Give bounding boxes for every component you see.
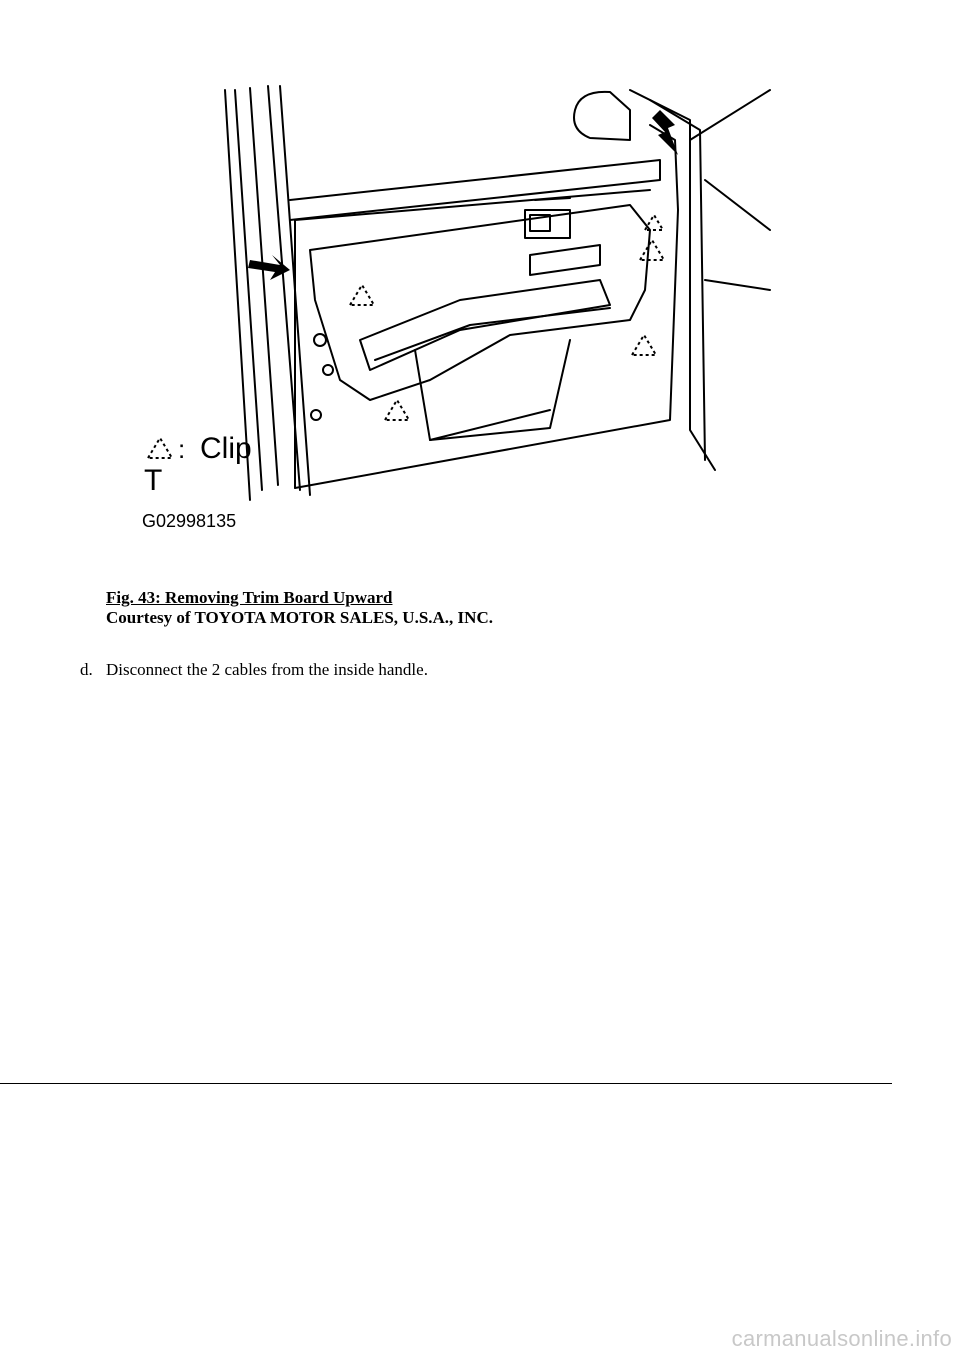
arrow-markers (248, 110, 678, 280)
door-frame-line (235, 90, 262, 490)
arrow-icon (652, 110, 678, 155)
door-trim-illustration (130, 80, 780, 540)
figure-caption-credit: Courtesy of TOYOTA MOTOR SALES, U.S.A., INC. (106, 608, 493, 627)
clip-markers (350, 215, 664, 420)
clip-marker-icon (640, 240, 664, 260)
figure-caption (106, 588, 493, 628)
page-divider (0, 1083, 892, 1084)
clip-legend-icon (148, 438, 172, 458)
step-marker: d. (80, 660, 93, 679)
legend-colon: : (178, 434, 186, 464)
clip-marker-icon (632, 335, 656, 355)
figure-legend (142, 432, 252, 531)
step-text: Disconnect the 2 cables from the inside handle. (106, 660, 428, 679)
figure-caption-title[interactable]: Fig. 43: Removing Trim Board Upward (106, 588, 393, 607)
door-trim-drawing (130, 80, 780, 540)
clip-marker-icon (385, 400, 409, 420)
legend-marker-letter: T (144, 464, 163, 497)
legend-clip-label: Clip (200, 432, 252, 465)
site-watermark: carmanualsonline.info (731, 1326, 952, 1351)
procedure-step (80, 660, 428, 680)
figure-code: G02998135 (142, 511, 237, 531)
clip-marker-icon (350, 285, 374, 305)
